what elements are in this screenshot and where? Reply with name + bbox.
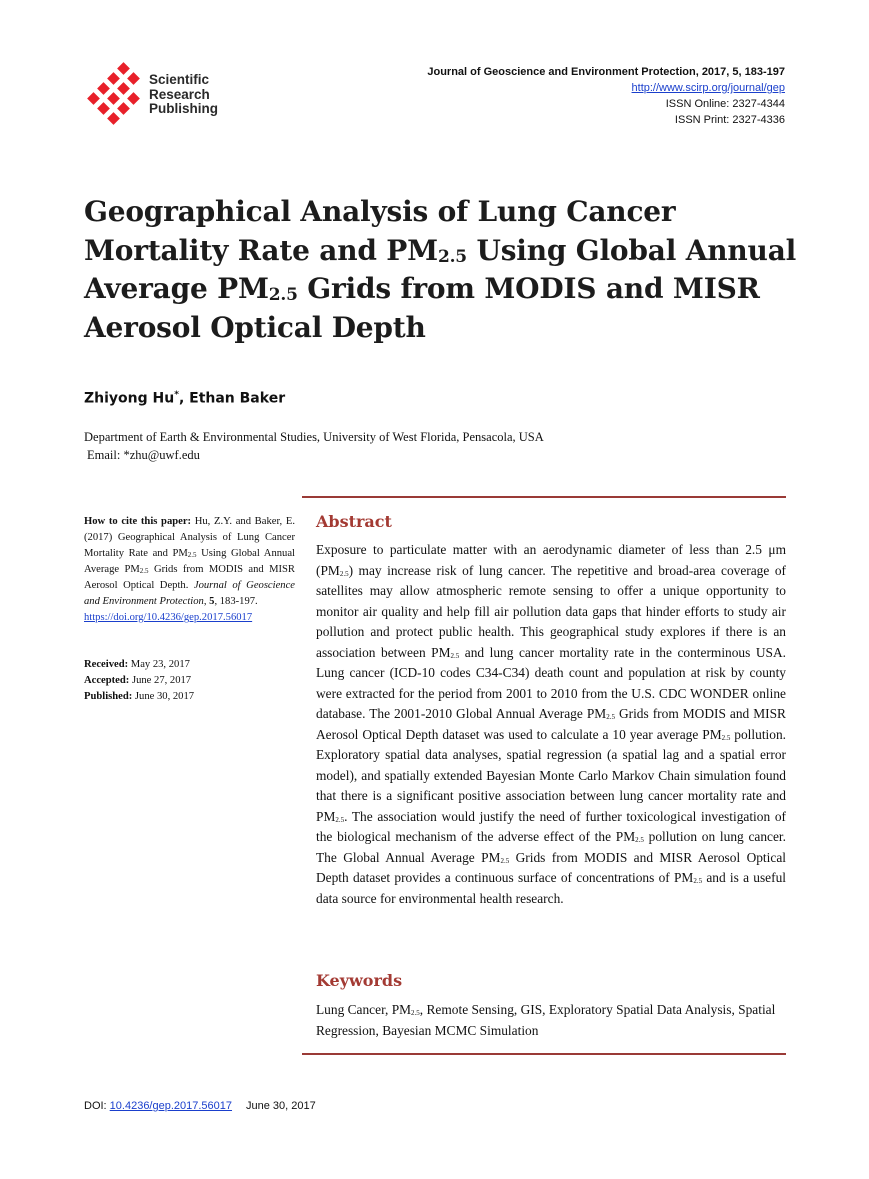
abstract-sub-4: 2.5 [721,733,731,742]
title-part-3: Grids from MODIS and MISR Aerosol Optical Depth [84,272,760,344]
journal-line: Journal of Geoscience and Environment Protection, 2017, 5, 183-197 [427,66,785,78]
keywords-text-1: Lung Cancer, PM [316,1002,412,1017]
abstract-sub-8: 2.5 [693,877,703,885]
keywords-text-2: , Remote Sensing, GIS, Exploratory Spatial Data Analysis, Spatial Regression, Bayesian MCMC Simulation [316,1002,776,1038]
received-date [84,657,194,673]
accepted-label: Accepted: [84,675,130,686]
keywords-heading: Keywords [316,971,403,990]
scientific-research-publishing-logo-icon [86,62,144,128]
citation-label: How to cite this paper: [84,516,192,527]
author-1: Zhiyong Hu [84,390,175,407]
abstract-sub-1: 2.5 [339,569,349,578]
paper-title [84,193,804,347]
email: Email: *zhu@uwf.edu [87,448,200,462]
title-part-2: Using Global Annual Average PM [84,233,797,305]
abstract-top-rule [302,496,786,498]
keywords-body [316,1000,786,1041]
accepted-value: June 27, 2017 [129,675,192,686]
author-2: , Ethan Baker [178,390,286,407]
keywords-bottom-rule [302,1053,786,1055]
abstract-text-8: Grids from MODIS and MISR Aerosol Optical Depth dataset provides a continuous surface of concentrations of PM [316,849,786,885]
abstract-text-4: Grids from MODIS and MISR Aerosol Optical Depth dataset was used to calculate a 10 year average PM [316,706,786,742]
citation-doi-link[interactable]: https://doi.org/10.4236/gep.2017.56017 [84,612,253,623]
journal-url-link[interactable]: http://www.scirp.org/journal/gep [631,82,785,94]
abstract-sub-3: 2.5 [606,713,615,721]
publisher-name [149,73,218,117]
published-label: Published: [84,691,133,702]
abstract-sub-7: 2.5 [500,856,510,865]
footer-date: June 30, 2017 [246,1100,316,1112]
published-date [84,689,194,705]
citation-sub-2: 2.5 [139,567,149,575]
logo-line-2: Research [149,86,210,102]
footer-doi-link[interactable]: 10.4236/gep.2017.56017 [109,1100,233,1112]
abstract-text-9: and is a useful data source for environmental health research. [316,870,786,906]
issn-print: ISSN Print: 2327-4336 [674,114,785,126]
citation-sub-1: 2.5 [187,551,197,559]
corresponding-mark: * [174,390,179,400]
abstract-text-5: pollution. Exploratory spatial data analyses, spatial regression (a spatial lag and a spatial error model), and spatially extended Bayesian Monte Carlo Markov Chain simulation found that there is a significant positive association between lung cancer mortality rate and PM [316,726,786,824]
abstract-text-6: . The association would justify the need of further toxicological investigation of the biological mechanism of the adverse effect of the PM [316,808,786,844]
abstract-sub-6: 2.5 [635,836,644,844]
abstract-sub-5: 2.5 [335,815,345,824]
abstract-text-3: and lung cancer mortality rate in the conterminous USA. Lung cancer (ICD-10 codes C34-C34) death count and population at risk by county were extracted for the period from 2001 to 2010 from the U.S. CDC WONDER online database. The 2001-2010 Global Annual Average PM [316,644,786,721]
citation-text-1: Hu, Z.Y. and Baker, E. (2017) Geographical Analysis of Lung Cancer Mortality Rate and PM [84,516,295,559]
title-sub-2: 2.5 [268,285,298,305]
logo-line-3: Publishing [149,101,218,116]
logo-line-1: Scientific [149,72,210,87]
abstract-text-1: Exposure to particulate matter with an aerodynamic diameter of less than 2.5 μm (PM [316,542,786,578]
citation-text-3: Grids from MODIS and MISR Aerosol Optical Depth. [84,564,295,591]
received-label: Received: [84,659,129,670]
abstract-text-2: ) may increase risk of lung cancer. The repetitive and broad-area coverage of satellites may allow atmospheric remote sensing to offer a unique opportunity to monitor air quality and help fill air pollution data gaps that hinder efforts to study air pollution and protect public health. This geographical study explores if there is an association between PM [316,562,786,660]
accepted-date [84,673,194,689]
abstract-body [316,540,786,909]
authors [84,390,285,407]
citation-volume: 5 [209,596,215,607]
abstract-text-7: pollution on lung cancer. The Global Annual Average PM [316,829,786,865]
citation-text-4: , [203,596,210,607]
issn-online: ISSN Online: 2327-4344 [665,98,785,110]
title-sub-1: 2.5 [437,246,467,267]
footer [84,1100,316,1112]
affiliation: Department of Earth & Environmental Studies, University of West Florida, Pensacola, USA [84,430,544,444]
title-part-1: Geographical Analysis of Lung Cancer Mortality Rate and PM [84,195,676,267]
abstract-sub-2: 2.5 [450,651,460,660]
citation-text-5: , 183-197. [214,596,258,607]
keywords-sub-1: 2.5 [411,1009,420,1017]
abstract-heading: Abstract [316,512,392,531]
citation-block [84,514,295,626]
journal-info [427,64,785,128]
dates-block [84,657,194,705]
footer-doi-label: DOI: [84,1100,110,1112]
citation-journal: Journal of Geoscience and Environment Protection [84,580,295,607]
received-value: May 23, 2017 [128,659,190,670]
published-value: June 30, 2017 [132,691,195,702]
citation-text-2: Using Global Annual Average PM [84,548,295,575]
